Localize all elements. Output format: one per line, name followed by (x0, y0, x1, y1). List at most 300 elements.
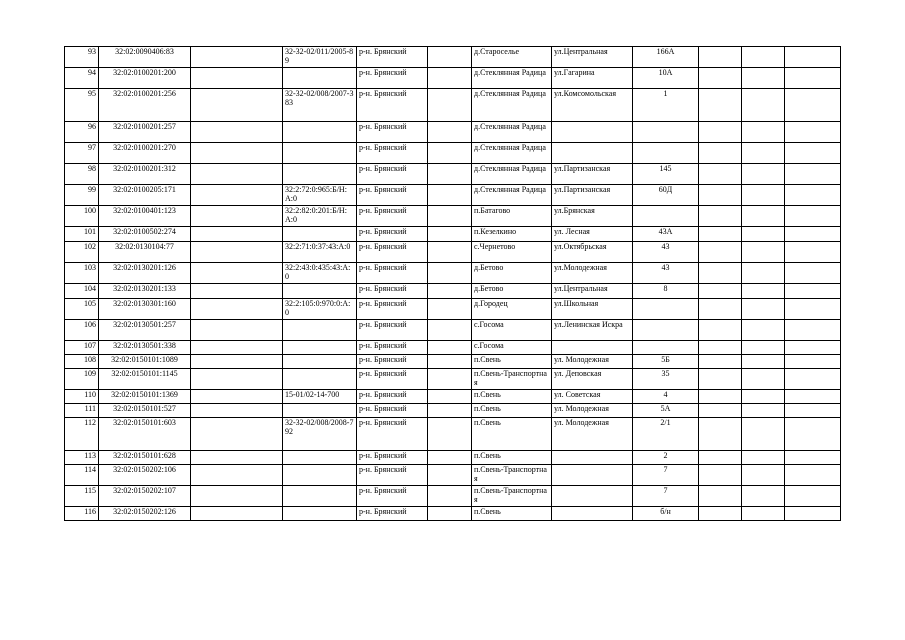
cadastral-number: 32:02:0130501:257 (99, 320, 191, 341)
registration-number (283, 451, 357, 465)
empty-cell (699, 507, 742, 521)
settlement: п.Свень (472, 418, 552, 451)
district: р-н. Брянский (357, 284, 428, 299)
empty-cell (742, 284, 785, 299)
house-number: 43 (633, 263, 699, 284)
house-number: 8 (633, 284, 699, 299)
empty-cell (785, 369, 841, 390)
empty-cell (785, 89, 841, 122)
empty-cell (428, 299, 472, 320)
table-row (65, 227, 841, 242)
cadastral-number: 32:02:0100201:270 (99, 143, 191, 164)
cadastral-number: 32:02:0150101:527 (99, 404, 191, 418)
district: р-н. Брянский (357, 299, 428, 320)
district: р-н. Брянский (357, 369, 428, 390)
district: р-н. Брянский (357, 451, 428, 465)
house-number: 43 (633, 242, 699, 263)
district: р-н. Брянский (357, 143, 428, 164)
empty-cell (785, 47, 841, 68)
table-row (65, 164, 841, 185)
empty-cell (191, 507, 283, 521)
registration-number (283, 320, 357, 341)
empty-cell (699, 355, 742, 369)
row-number: 108 (65, 355, 99, 369)
table-row (65, 390, 841, 404)
table-row (65, 68, 841, 89)
registration-number (283, 355, 357, 369)
settlement: с.Чернетово (472, 242, 552, 263)
empty-cell (191, 390, 283, 404)
table-row (65, 263, 841, 284)
empty-cell (191, 89, 283, 122)
empty-cell (699, 47, 742, 68)
empty-cell (742, 299, 785, 320)
empty-cell (785, 486, 841, 507)
empty-cell (191, 341, 283, 355)
settlement: п.Свень (472, 451, 552, 465)
empty-cell (742, 263, 785, 284)
table-row (65, 299, 841, 320)
house-number: 145 (633, 164, 699, 185)
settlement: д.Стеклянная Радица (472, 122, 552, 143)
empty-cell (785, 185, 841, 206)
empty-cell (191, 284, 283, 299)
settlement: п.Свень-Транспортная (472, 369, 552, 390)
row-number: 109 (65, 369, 99, 390)
empty-cell (699, 390, 742, 404)
district: р-н. Брянский (357, 185, 428, 206)
cadastral-number: 32:02:0100201:256 (99, 89, 191, 122)
empty-cell (785, 355, 841, 369)
empty-cell (699, 451, 742, 465)
settlement: д.Стеклянная Радица (472, 89, 552, 122)
street: ул. Советская (552, 390, 633, 404)
street: ул.Центральная (552, 47, 633, 68)
street (552, 341, 633, 355)
register-table-body (65, 47, 841, 521)
table-row (65, 47, 841, 68)
cadastral-number: 32:02:0150202:106 (99, 465, 191, 486)
empty-cell (699, 185, 742, 206)
table-row (65, 185, 841, 206)
settlement: п.Свень (472, 355, 552, 369)
row-number: 112 (65, 418, 99, 451)
row-number: 106 (65, 320, 99, 341)
house-number: 5А (633, 404, 699, 418)
street: ул.Партизанская (552, 185, 633, 206)
district: р-н. Брянский (357, 263, 428, 284)
cadastral-number: 32:02:0150202:126 (99, 507, 191, 521)
empty-cell (699, 263, 742, 284)
registration-number (283, 341, 357, 355)
empty-cell (191, 486, 283, 507)
house-number: 7 (633, 486, 699, 507)
registration-number (283, 122, 357, 143)
cadastral-number: 32:02:0100401:123 (99, 206, 191, 227)
street: ул. Молодежная (552, 418, 633, 451)
district: р-н. Брянский (357, 486, 428, 507)
empty-cell (742, 451, 785, 465)
empty-cell (785, 263, 841, 284)
empty-cell (785, 418, 841, 451)
street: ул.Комсомольская (552, 89, 633, 122)
settlement: д.Бетово (472, 263, 552, 284)
row-number: 93 (65, 47, 99, 68)
table-row (65, 451, 841, 465)
empty-cell (191, 418, 283, 451)
empty-cell (785, 507, 841, 521)
district: р-н. Брянский (357, 206, 428, 227)
empty-cell (742, 242, 785, 263)
street: ул.Школьная (552, 299, 633, 320)
empty-cell (191, 185, 283, 206)
empty-cell (191, 263, 283, 284)
empty-cell (428, 68, 472, 89)
house-number: 7 (633, 465, 699, 486)
row-number: 107 (65, 341, 99, 355)
empty-cell (785, 390, 841, 404)
house-number (633, 320, 699, 341)
empty-cell (742, 465, 785, 486)
registration-number (283, 164, 357, 185)
row-number: 95 (65, 89, 99, 122)
empty-cell (428, 320, 472, 341)
table-row (65, 89, 841, 122)
empty-cell (785, 206, 841, 227)
house-number: 35 (633, 369, 699, 390)
empty-cell (191, 320, 283, 341)
cadastral-number: 32:02:0130201:126 (99, 263, 191, 284)
empty-cell (785, 299, 841, 320)
cadastral-number: 32:02:0150101:1089 (99, 355, 191, 369)
empty-cell (428, 418, 472, 451)
empty-cell (428, 122, 472, 143)
district: р-н. Брянский (357, 418, 428, 451)
street: ул.Ленинская Искра (552, 320, 633, 341)
table-row (65, 122, 841, 143)
row-number: 104 (65, 284, 99, 299)
empty-cell (742, 320, 785, 341)
street (552, 465, 633, 486)
empty-cell (428, 89, 472, 122)
empty-cell (742, 390, 785, 404)
empty-cell (428, 355, 472, 369)
house-number: 10А (633, 68, 699, 89)
street: ул.Партизанская (552, 164, 633, 185)
table-row (65, 355, 841, 369)
empty-cell (191, 369, 283, 390)
empty-cell (428, 465, 472, 486)
settlement: д.Стеклянная Радица (472, 68, 552, 89)
empty-cell (699, 164, 742, 185)
registration-number (283, 227, 357, 242)
cadastral-number: 32:02:0150101:603 (99, 418, 191, 451)
empty-cell (191, 122, 283, 143)
cadastral-number: 32:02:0130501:338 (99, 341, 191, 355)
empty-cell (191, 164, 283, 185)
settlement: п.Свень-Транспортная (472, 486, 552, 507)
district: р-н. Брянский (357, 465, 428, 486)
registration-number: 32:2:105:0:970:0:А:0 (283, 299, 357, 320)
empty-cell (428, 486, 472, 507)
row-number: 110 (65, 390, 99, 404)
settlement: с.Госома (472, 341, 552, 355)
empty-cell (191, 299, 283, 320)
table-row (65, 242, 841, 263)
empty-cell (742, 47, 785, 68)
empty-cell (428, 164, 472, 185)
empty-cell (699, 143, 742, 164)
street: ул. Молодежная (552, 404, 633, 418)
cadastral-number: 32:02:0150202:107 (99, 486, 191, 507)
empty-cell (699, 299, 742, 320)
empty-cell (742, 355, 785, 369)
empty-cell (428, 143, 472, 164)
row-number: 116 (65, 507, 99, 521)
empty-cell (699, 68, 742, 89)
street: ул.Гагарина (552, 68, 633, 89)
street: ул.Центральная (552, 284, 633, 299)
district: р-н. Брянский (357, 227, 428, 242)
empty-cell (428, 206, 472, 227)
street: ул.Брянская (552, 206, 633, 227)
empty-cell (785, 227, 841, 242)
table-row (65, 507, 841, 521)
empty-cell (785, 465, 841, 486)
settlement: д.Стеклянная Радица (472, 164, 552, 185)
district: р-н. Брянский (357, 242, 428, 263)
registration-number: 32-32-02/008/2008-792 (283, 418, 357, 451)
row-number: 97 (65, 143, 99, 164)
row-number: 101 (65, 227, 99, 242)
house-number (633, 341, 699, 355)
row-number: 100 (65, 206, 99, 227)
cadastral-number: 32:02:0100201:257 (99, 122, 191, 143)
house-number: 4 (633, 390, 699, 404)
empty-cell (742, 143, 785, 164)
empty-cell (191, 143, 283, 164)
registration-number (283, 486, 357, 507)
empty-cell (785, 341, 841, 355)
empty-cell (742, 68, 785, 89)
settlement: д.Бетово (472, 284, 552, 299)
empty-cell (428, 47, 472, 68)
cadastral-number: 32:02:0130201:133 (99, 284, 191, 299)
empty-cell (742, 89, 785, 122)
registration-number (283, 284, 357, 299)
street (552, 486, 633, 507)
house-number: б/н (633, 507, 699, 521)
registration-number (283, 404, 357, 418)
empty-cell (742, 507, 785, 521)
empty-cell (699, 122, 742, 143)
empty-cell (742, 341, 785, 355)
table-row (65, 465, 841, 486)
empty-cell (699, 320, 742, 341)
empty-cell (699, 418, 742, 451)
registration-number (283, 68, 357, 89)
registration-number: 32:2:82:0:201:Б/Н:А:0 (283, 206, 357, 227)
empty-cell (742, 404, 785, 418)
empty-cell (785, 242, 841, 263)
street: ул. Деповская (552, 369, 633, 390)
table-row (65, 341, 841, 355)
settlement: п.Свень-Транспортная (472, 465, 552, 486)
street (552, 122, 633, 143)
empty-cell (428, 263, 472, 284)
house-number (633, 143, 699, 164)
district: р-н. Брянский (357, 390, 428, 404)
empty-cell (785, 284, 841, 299)
row-number: 103 (65, 263, 99, 284)
settlement: с.Госома (472, 320, 552, 341)
empty-cell (428, 227, 472, 242)
empty-cell (699, 369, 742, 390)
house-number: 1 (633, 89, 699, 122)
row-number: 114 (65, 465, 99, 486)
empty-cell (785, 122, 841, 143)
empty-cell (699, 341, 742, 355)
house-number: 2 (633, 451, 699, 465)
street (552, 451, 633, 465)
registration-number: 32-32-02/011/2005-89 (283, 47, 357, 68)
row-number: 113 (65, 451, 99, 465)
cadastral-number: 32:02:0090406:83 (99, 47, 191, 68)
registration-number: 15-01/02-14-700 (283, 390, 357, 404)
house-number (633, 122, 699, 143)
table-row (65, 143, 841, 164)
table-row (65, 284, 841, 299)
empty-cell (785, 320, 841, 341)
empty-cell (191, 227, 283, 242)
street: ул. Лесная (552, 227, 633, 242)
empty-cell (699, 284, 742, 299)
empty-cell (191, 68, 283, 89)
street (552, 143, 633, 164)
empty-cell (785, 451, 841, 465)
empty-cell (785, 68, 841, 89)
registration-number: 32:2:72:0:965:Б/Н:А:0 (283, 185, 357, 206)
cadastral-number: 32:02:0130104:77 (99, 242, 191, 263)
empty-cell (742, 418, 785, 451)
empty-cell (428, 451, 472, 465)
empty-cell (699, 89, 742, 122)
row-number: 99 (65, 185, 99, 206)
empty-cell (191, 465, 283, 486)
district: р-н. Брянский (357, 47, 428, 68)
cadastral-number: 32:02:0100201:200 (99, 68, 191, 89)
registration-number: 32:2:43:0:435:43:А:0 (283, 263, 357, 284)
empty-cell (699, 486, 742, 507)
empty-cell (742, 185, 785, 206)
empty-cell (699, 227, 742, 242)
settlement: д.Староселье (472, 47, 552, 68)
empty-cell (742, 486, 785, 507)
street: ул.Молодежная (552, 263, 633, 284)
empty-cell (785, 404, 841, 418)
district: р-н. Брянский (357, 89, 428, 122)
district: р-н. Брянский (357, 68, 428, 89)
registration-number: 32-32-02/008/2007-383 (283, 89, 357, 122)
district: р-н. Брянский (357, 341, 428, 355)
row-number: 115 (65, 486, 99, 507)
empty-cell (428, 341, 472, 355)
empty-cell (742, 369, 785, 390)
empty-cell (428, 242, 472, 263)
settlement: д.Стеклянная Радица (472, 185, 552, 206)
settlement: п.Кезелкино (472, 227, 552, 242)
row-number: 102 (65, 242, 99, 263)
district: р-н. Брянский (357, 404, 428, 418)
empty-cell (742, 227, 785, 242)
table-row (65, 206, 841, 227)
cadastral-number: 32:02:0150101:1369 (99, 390, 191, 404)
settlement: п.Свень (472, 507, 552, 521)
settlement: п.Свень (472, 390, 552, 404)
empty-cell (191, 355, 283, 369)
empty-cell (428, 507, 472, 521)
district: р-н. Брянский (357, 164, 428, 185)
empty-cell (699, 242, 742, 263)
registration-number (283, 369, 357, 390)
district: р-н. Брянский (357, 320, 428, 341)
cadastral-number: 32:02:0100205:171 (99, 185, 191, 206)
empty-cell (191, 404, 283, 418)
street (552, 507, 633, 521)
house-number: 166А (633, 47, 699, 68)
cadastral-number: 32:02:0150101:1145 (99, 369, 191, 390)
house-number: 5Б (633, 355, 699, 369)
cadastral-number: 32:02:0100502:274 (99, 227, 191, 242)
district: р-н. Брянский (357, 355, 428, 369)
empty-cell (742, 122, 785, 143)
table-row (65, 320, 841, 341)
empty-cell (191, 47, 283, 68)
empty-cell (785, 164, 841, 185)
house-number: 43А (633, 227, 699, 242)
settlement: п.Батагово (472, 206, 552, 227)
row-number: 94 (65, 68, 99, 89)
register-table (64, 46, 841, 521)
table-row (65, 418, 841, 451)
district: р-н. Брянский (357, 122, 428, 143)
row-number: 98 (65, 164, 99, 185)
registration-number (283, 507, 357, 521)
house-number (633, 206, 699, 227)
house-number (633, 299, 699, 320)
empty-cell (191, 451, 283, 465)
row-number: 105 (65, 299, 99, 320)
empty-cell (428, 390, 472, 404)
registration-number (283, 143, 357, 164)
table-row (65, 404, 841, 418)
empty-cell (699, 404, 742, 418)
empty-cell (191, 242, 283, 263)
empty-cell (428, 185, 472, 206)
empty-cell (742, 164, 785, 185)
district: р-н. Брянский (357, 507, 428, 521)
empty-cell (428, 284, 472, 299)
settlement: д.Стеклянная Радица (472, 143, 552, 164)
empty-cell (742, 206, 785, 227)
row-number: 96 (65, 122, 99, 143)
settlement: д.Городец (472, 299, 552, 320)
empty-cell (785, 143, 841, 164)
empty-cell (191, 206, 283, 227)
house-number: 60Д (633, 185, 699, 206)
table-row (65, 486, 841, 507)
settlement: п.Свень (472, 404, 552, 418)
